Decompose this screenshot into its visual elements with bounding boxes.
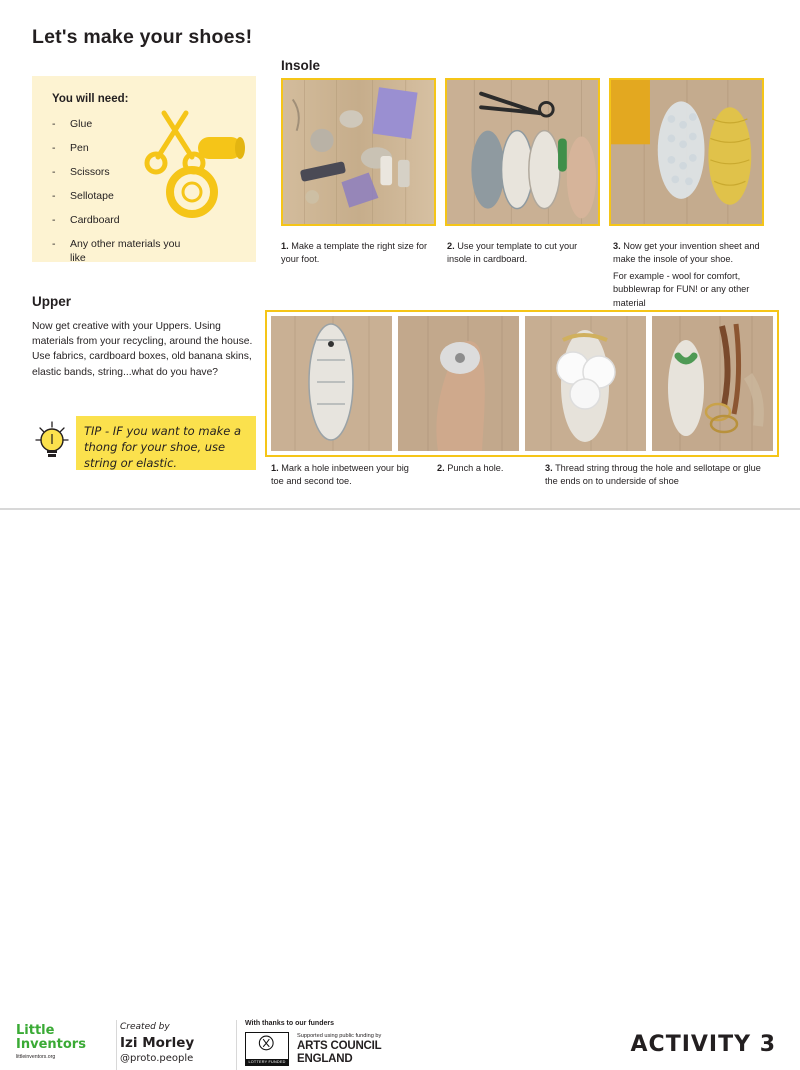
photo-thread-string [652,316,773,451]
little-inventors-logo [16,1024,116,1066]
scissors-icon [147,113,203,172]
creator-name: Izi Morley [120,1035,195,1051]
creator-handle: @proto.people [120,1053,194,1064]
funders-title: With thanks to our funders [245,1020,334,1027]
photo-invention-materials [609,78,764,226]
photo-mark-hole [271,316,392,451]
upper-photo-row [265,310,779,457]
caption-upper-2 [437,462,547,475]
tip-text: TIP - IF you want to make a thong for your shoe, use string or elastic. [84,424,242,470]
lightbulb-icon [32,420,72,464]
step-number: 2. [447,241,455,251]
glue-tube-icon [198,137,245,159]
page-title: Let's make your shoes! [32,26,253,48]
dash-bullet: - [52,166,56,178]
caption-insole-1 [281,240,433,267]
caption-insole-3-extra: For example - wool for comfort, bubblewrap for FUN! or any other material [613,271,750,308]
dash-bullet: - [52,142,56,154]
dash-bullet: - [52,238,56,250]
material-label: Scissors [70,166,110,178]
material-label: Cardboard [70,214,120,226]
creator-credit [120,1022,230,1064]
material-label: Any other materials you like [70,238,181,264]
caption-insole-2 [447,240,599,267]
step-number: 1. [281,241,289,251]
sellotape-icon [170,170,214,214]
step-text: Now get your invention sheet and make the insole of your shoe. [613,241,760,265]
tools-illustration [140,95,255,220]
photo-cut-insole [445,78,600,226]
dash-bullet: - [52,118,56,130]
logo-line-2: Inventors [16,1037,86,1052]
step-number: 3. [545,463,553,473]
step-number: 3. [613,241,621,251]
logo-url: littleinventors.org [16,1054,56,1060]
footer-divider-1 [116,1020,117,1070]
list-item [52,237,190,265]
insole-heading: Insole [281,58,321,73]
funders-row [245,1032,382,1066]
step-text: Make a template the right size for your foot. [281,241,428,265]
lottery-funded-label: LOTTERY FUNDED [246,1059,288,1065]
logo-line-1: Little [16,1023,55,1038]
caption-insole-3 [613,240,771,267]
upper-heading: Upper [32,294,72,309]
photo-upper-materials [525,316,646,451]
material-label: Glue [70,118,93,130]
activity-number: ACTIVITY 3 [630,1032,776,1057]
funders-block [245,1020,382,1066]
dash-bullet: - [52,190,56,202]
ace-supported-text: Supported using public funding by [297,1033,382,1039]
photo-punch-hole-foot [398,316,519,451]
step-number: 2. [437,463,445,473]
material-label: Sellotape [70,190,114,202]
arts-council-logo [297,1033,382,1065]
step-text: Thread string throug the hole and sellotape or glue the ends on to underside of shoe [545,463,761,487]
ace-line-2: ENGLAND [297,1052,353,1065]
insole-photo-row [281,78,764,226]
material-label: Pen [70,142,89,154]
photo-materials-flatlay [281,78,436,226]
step-text: Mark a hole inbetween your big toe and second toe. [271,463,409,487]
crossed-fingers-icon [246,1033,288,1059]
caption-upper-1 [271,462,421,489]
ace-line-1: ARTS COUNCIL [297,1040,382,1052]
created-by-label: Created by [120,1022,170,1032]
step-number: 1. [271,463,279,473]
footer [0,508,800,1065]
step-text: Punch a hole. [447,463,504,473]
dash-bullet: - [52,214,56,226]
materials-heading: You will need: [52,93,129,105]
footer-divider-2 [236,1020,237,1070]
upper-body: Now get creative with your Uppers. Using materials from your recycling, around the house. Use fabrics, cardboard boxes, old banana skins, elastic bands, string...what do you have? [32,321,253,378]
caption-upper-3 [545,462,773,489]
lottery-funded-logo [245,1032,289,1066]
step-text: Use your template to cut your insole in cardboard. [447,241,578,265]
